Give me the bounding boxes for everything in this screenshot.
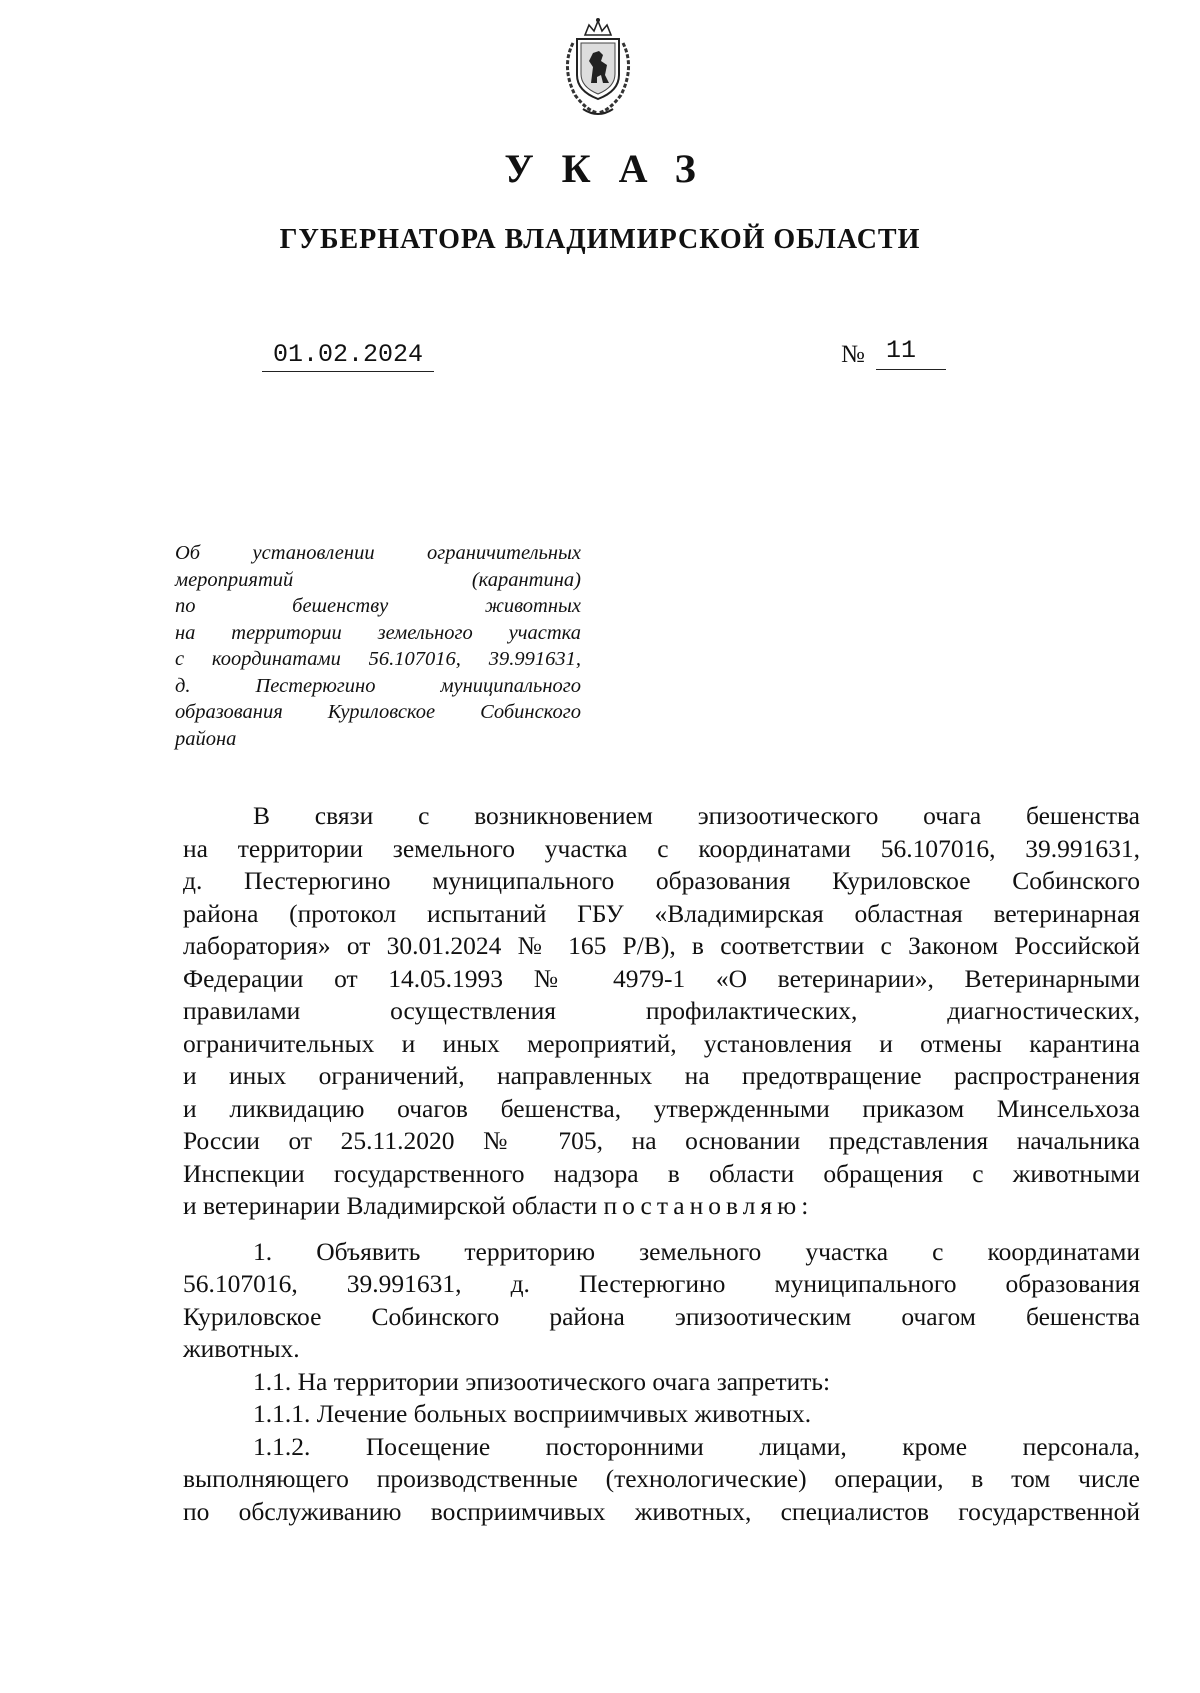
preamble-line: на территории земельного участка с координатами 56.107016, 39.991631, <box>183 833 1140 863</box>
subject-line: на территории земельного участка <box>175 621 581 644</box>
preamble-line: России от 25.11.2020 № 705, на основании представления начальника <box>183 1126 1140 1155</box>
subject-line: д. Пестерюгино муниципального <box>175 674 581 697</box>
document-title: УКАЗ <box>504 146 724 191</box>
preamble-line: ограничительных и иных мероприятий, установления и отмены карантина <box>183 1028 1140 1058</box>
item-1-line: животных. <box>183 1334 300 1363</box>
preamble-last-line <box>183 1190 1140 1223</box>
preamble-line: Инспекции государственного надзора в области обращения с животными <box>183 1158 1140 1188</box>
decree-date: 01.02.2024 <box>262 340 434 372</box>
decree-number: 11 <box>876 336 946 370</box>
preamble-line: д. Пестерюгино муниципального образования Куриловское Собинского <box>183 866 1140 895</box>
subject-line: района <box>175 727 237 750</box>
subject-line: с координатами 56.107016, 39.991631, <box>175 648 581 670</box>
item-1-line: Куриловское Собинского района эпизоотическим очагом бешенства <box>183 1301 1140 1331</box>
item-1-1-2-line: выполняющего производственные (технологические) операции, в том числе <box>183 1464 1140 1493</box>
coat-of-arms-emblem <box>553 17 643 120</box>
item-1-1-2-line: по обслуживанию восприимчивых животных, специалистов государственной <box>183 1496 1140 1526</box>
subject-line: по бешенству животных <box>175 595 581 617</box>
decree-body <box>183 800 1140 1528</box>
document-subtitle: ГУБЕРНАТОРА ВЛАДИМИРСКОЙ ОБЛАСТИ <box>279 224 921 255</box>
preamble-line: правилами осуществления профилактических, диагностических, <box>183 996 1140 1025</box>
preamble-line: лаборатория» от 30.01.2024 № 165 Р/В), в соответствии с Законом Российской <box>183 931 1140 960</box>
item-1-1: 1.1. На территории эпизоотического очага запретить: <box>253 1366 831 1396</box>
subject-line: образования Куриловское Собинского <box>175 701 581 723</box>
item-1-1-2-line: 1.1.2. Посещение посторонними лицами, кроме персонала, <box>253 1431 1140 1461</box>
preamble-line: района (протокол испытаний ГБУ «Владимирская областная ветеринарная <box>183 898 1140 928</box>
subject-line: Об установлении ограничительных <box>175 542 581 564</box>
preamble-line: Федерации от 14.05.1993 № 4979-1 «О ветеринарии», Ветеринарными <box>183 963 1140 993</box>
decree-word: постановляю: <box>603 1191 814 1220</box>
number-sign: № <box>841 341 865 368</box>
preamble-line: и ликвидацию очагов бешенства, утвержденными приказом Минсельхоза <box>183 1093 1140 1123</box>
preamble-line: В связи с возникновением эпизоотического очага бешенства <box>253 801 1140 830</box>
item-1-1-1: 1.1.1. Лечение больных восприимчивых животных. <box>253 1399 812 1428</box>
decree-subject <box>175 540 581 752</box>
item-1-line: 56.107016, 39.991631, д. Пестерюгино муниципального образования <box>183 1269 1140 1298</box>
preamble-last-text: и ветеринарии Владимирской области <box>183 1191 598 1220</box>
paragraph-gap <box>183 1223 1140 1236</box>
subject-line: мероприятий (карантина) <box>175 568 581 591</box>
preamble-line: и иных ограничений, направленных на предотвращение распространения <box>183 1061 1140 1090</box>
item-1-line: 1. Объявить территорию земельного участка с координатами <box>253 1236 1140 1266</box>
